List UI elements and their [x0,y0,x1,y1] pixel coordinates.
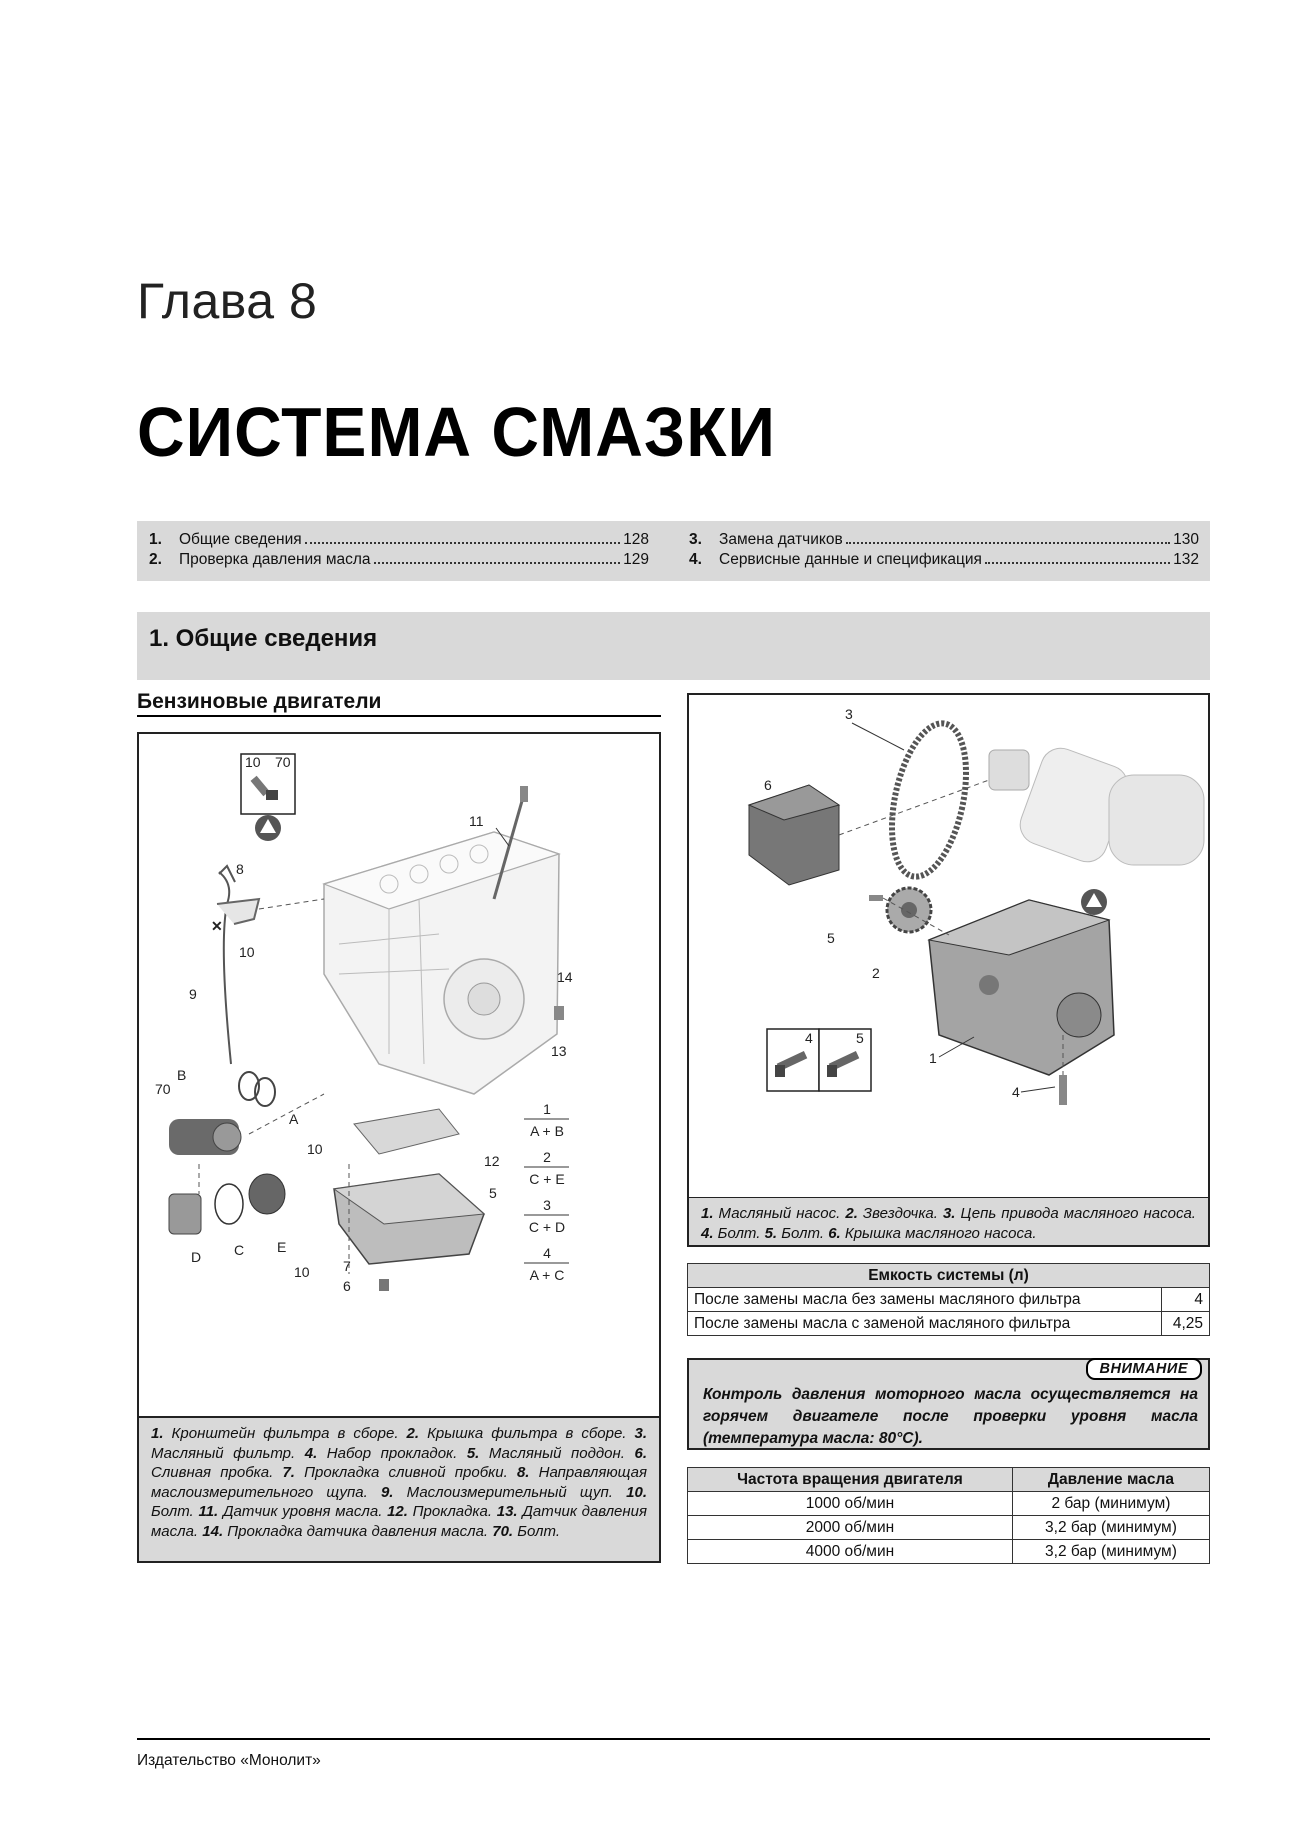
callout-A: A [289,1111,299,1127]
torque-value-10: 10 [245,754,261,770]
callout-5: 5 [489,1185,497,1201]
table-row [688,1516,1210,1540]
caption-number: 1. [151,1425,164,1442]
filter-cover-illustration [249,1174,285,1214]
caption-number: 12. [387,1503,408,1520]
caption-text: Прокладка датчика давления масла. [223,1522,493,1540]
assembly-combination-legend [524,1101,569,1283]
caption-number: 2. [406,1425,420,1442]
caption-text: Цепь привода масляного насоса. [955,1205,1196,1222]
oil-pan-gasket-illustration [354,1109,459,1154]
sprocket-bolt-illustration [869,895,883,901]
oil-pressure-table [687,1467,1210,1564]
toc-entry-title: Общие сведения [179,531,302,548]
warning-notice [687,1358,1210,1450]
callout-12: 12 [484,1153,500,1169]
caption-number: 14. [202,1522,224,1540]
caption-number: 70. [492,1522,514,1540]
table-header: Емкость системы (л) [688,1264,1210,1288]
toc-entry-title: Сервисные данные и спецификация [719,551,982,568]
table-header: Давление масла [1012,1468,1209,1492]
filter-seal-illustration [215,1184,243,1224]
table-header: Частота вращения двигателя [688,1468,1013,1492]
oil-pump-body-illustration [929,900,1114,1075]
toc-entry-number: 2. [149,551,162,568]
table-cell-rpm: 1000 об/мин [688,1492,1013,1516]
chapter-title: СИСТЕМА СМАЗКИ [137,393,776,471]
pump-bolt-illustration [1059,1075,1067,1105]
oil-capacity-table [687,1263,1210,1336]
caption-text: Кронштейн фильтра в сборе. [163,1425,407,1442]
oil-filter-bracket-illustration [169,1119,241,1155]
caption-number: 13. [496,1503,518,1520]
callout-10-lower: 10 [294,1264,310,1280]
caption-text: Сливная пробка. [151,1464,283,1481]
caption-text: Масляный фильтр. [151,1444,305,1462]
toc-entry-page: 129 [623,551,649,568]
engine-exploded-view [139,734,659,1416]
toc-entry-page: 130 [1173,531,1199,548]
caption-number: 5. [466,1444,480,1462]
crankshaft-illustration [989,743,1204,868]
chapter-label: Глава 8 [137,273,318,329]
callout-2: 2 [872,965,880,981]
combo-number: 3 [543,1197,551,1213]
caption-number: 7. [282,1464,295,1481]
combo-parts: C + D [528,1219,566,1235]
combo-number: 2 [543,1149,551,1165]
caption-text: Масляный поддон. [479,1444,635,1462]
section-title: 1. Общие сведения [149,625,378,652]
callout-5: 5 [827,930,835,946]
callout-6: 6 [764,777,772,793]
toc-entry-number: 1. [149,531,162,548]
callout-10-upper: 10 [239,944,255,960]
caption-number: 2. [845,1205,858,1222]
table-header-row [688,1468,1210,1492]
caption-text: Болт. [713,1224,765,1242]
oil-pump-diagram [687,693,1210,1247]
caption-text: Набор прокладок. [317,1444,467,1462]
caption-number: 4. [701,1224,714,1242]
callout-13: 13 [551,1043,567,1059]
caption-text: Датчик давления масла. [151,1503,648,1540]
drive-chain-illustration [880,717,979,884]
table-cell-rpm: 4000 об/мин [688,1540,1013,1564]
caption-number: 3. [634,1425,647,1442]
toc-entry-number: 4. [689,551,702,568]
callout-B: B [177,1067,187,1083]
caption-number: 5. [764,1224,778,1242]
callout-9: 9 [189,986,197,1002]
callout-14: 14 [557,969,573,985]
toc-entry-title: Замена датчиков [719,531,843,548]
caption-number: 1. [701,1205,714,1222]
caption-text: Болт. [513,1522,561,1540]
caption-number: 6. [828,1224,841,1242]
caption-text: Болт. [777,1224,829,1242]
table-cell-pressure: 3,2 бар (минимум) [1012,1540,1209,1564]
caption-number: 11. [198,1503,219,1520]
caption-text: Болт. [151,1503,199,1520]
cylinder-block-illustration [324,832,559,1094]
toc-leader-dots [985,562,1170,564]
table-cell-label: После замены масла с заменой масляного фильтра [688,1312,1162,1336]
gasket-set-illustration [239,1072,275,1106]
table-cell-label: После замены масла без замены масляного фильтра [688,1288,1162,1312]
caption-number: 6. [634,1444,647,1462]
table-header-row [688,1264,1210,1288]
table-row [688,1492,1210,1516]
warning-text: Контроль давления моторного масла осуществляется на горячем двигателе после проверки уровня масла (температура масла: 80°C). [703,1386,1198,1447]
toc-leader-dots [305,542,620,544]
toc-entry-number: 3. [689,531,702,548]
combo-parts: A + C [529,1267,565,1283]
caption-text: Направляющая маслоизмерительного щупа. [151,1464,647,1501]
toc-entry[interactable] [149,551,649,571]
callout-E: E [277,1239,287,1255]
caption-text: Маслоизмерительный щуп. [393,1483,627,1501]
table-cell-value: 4 [1162,1288,1210,1312]
table-of-contents [137,521,1210,581]
caption-number: 10. [626,1483,647,1501]
toc-entry[interactable] [149,531,649,551]
combo-number: 4 [543,1245,551,1261]
footer-divider [137,1738,1210,1740]
callout-3: 3 [845,706,853,722]
table-row [688,1312,1210,1336]
toc-column-left [149,531,649,571]
callout-D: D [191,1249,202,1265]
callout-7: 7 [343,1258,351,1274]
callout-C: C [234,1242,245,1258]
torque-wrench-icon [255,815,281,841]
left-figure-caption [137,1418,661,1563]
table-cell-pressure: 3,2 бар (минимум) [1012,1516,1209,1540]
dipstick-guide-illustration [217,899,259,924]
combo-number: 1 [543,1101,551,1117]
table-row [688,1288,1210,1312]
caption-text: Масляный насос. [713,1205,846,1222]
caption-text: Прокладка сливной пробки. [294,1464,517,1481]
subsection-heading: Бензиновые двигатели [137,690,661,717]
caption-number: 3. [942,1205,956,1222]
toc-leader-dots [374,562,621,564]
caption-number: 8. [516,1464,530,1481]
cross-mark: ✕ [211,918,223,934]
caption-number: 9. [380,1483,394,1501]
caption-number: 4. [304,1444,318,1462]
table-cell-rpm: 2000 об/мин [688,1516,1013,1540]
toc-entry-title: Проверка давления масла [179,551,371,568]
oil-pressure-sensor-illustration [554,1006,564,1020]
toc-column-right [689,531,1199,571]
caption-text: Крышка масляного насоса. [840,1224,1037,1242]
toc-entry[interactable] [689,551,1199,571]
toc-leader-dots [846,542,1170,544]
caption-text: Прокладка. [407,1503,497,1520]
caption-text: Звездочка. [857,1205,943,1222]
dipstick-illustration [219,872,231,1064]
drain-plug-illustration [379,1279,389,1291]
combo-parts: C + E [529,1171,565,1187]
right-figure-caption [687,1197,1210,1247]
torque-wrench-icon [1081,889,1107,915]
table-cell-pressure: 2 бар (минимум) [1012,1492,1209,1516]
table-cell-value: 4,25 [1162,1312,1210,1336]
oil-filter-illustration [169,1194,201,1234]
callout-4: 4 [1012,1084,1020,1100]
warning-badge: ВНИМАНИЕ [1086,1358,1203,1380]
table-row [688,1540,1210,1564]
petrol-engine-lubrication-diagram [137,732,661,1418]
toc-entry[interactable] [689,531,1199,551]
publisher-footer: Издательство «Монолит» [137,1752,321,1769]
callout-1: 1 [929,1050,937,1066]
bolt-box-label-4: 4 [805,1030,813,1046]
oil-pump-exploded-view [689,695,1208,1197]
toc-entry-page: 132 [1173,551,1199,568]
callout-6: 6 [343,1278,351,1294]
section-header [137,612,1210,680]
callout-10-middle: 10 [307,1141,323,1157]
callout-8: 8 [236,861,244,877]
toc-entry-page: 128 [623,531,649,548]
pump-cover-illustration [749,785,839,885]
callout-70: 70 [155,1081,171,1097]
caption-text: Крышка фильтра в сборе. [419,1425,635,1442]
caption-text: Датчик уровня масла. [218,1503,388,1520]
combo-parts: A + B [530,1123,564,1139]
torque-value-70: 70 [275,754,291,770]
bolt-box-label-5: 5 [856,1030,864,1046]
callout-11: 11 [469,813,484,829]
